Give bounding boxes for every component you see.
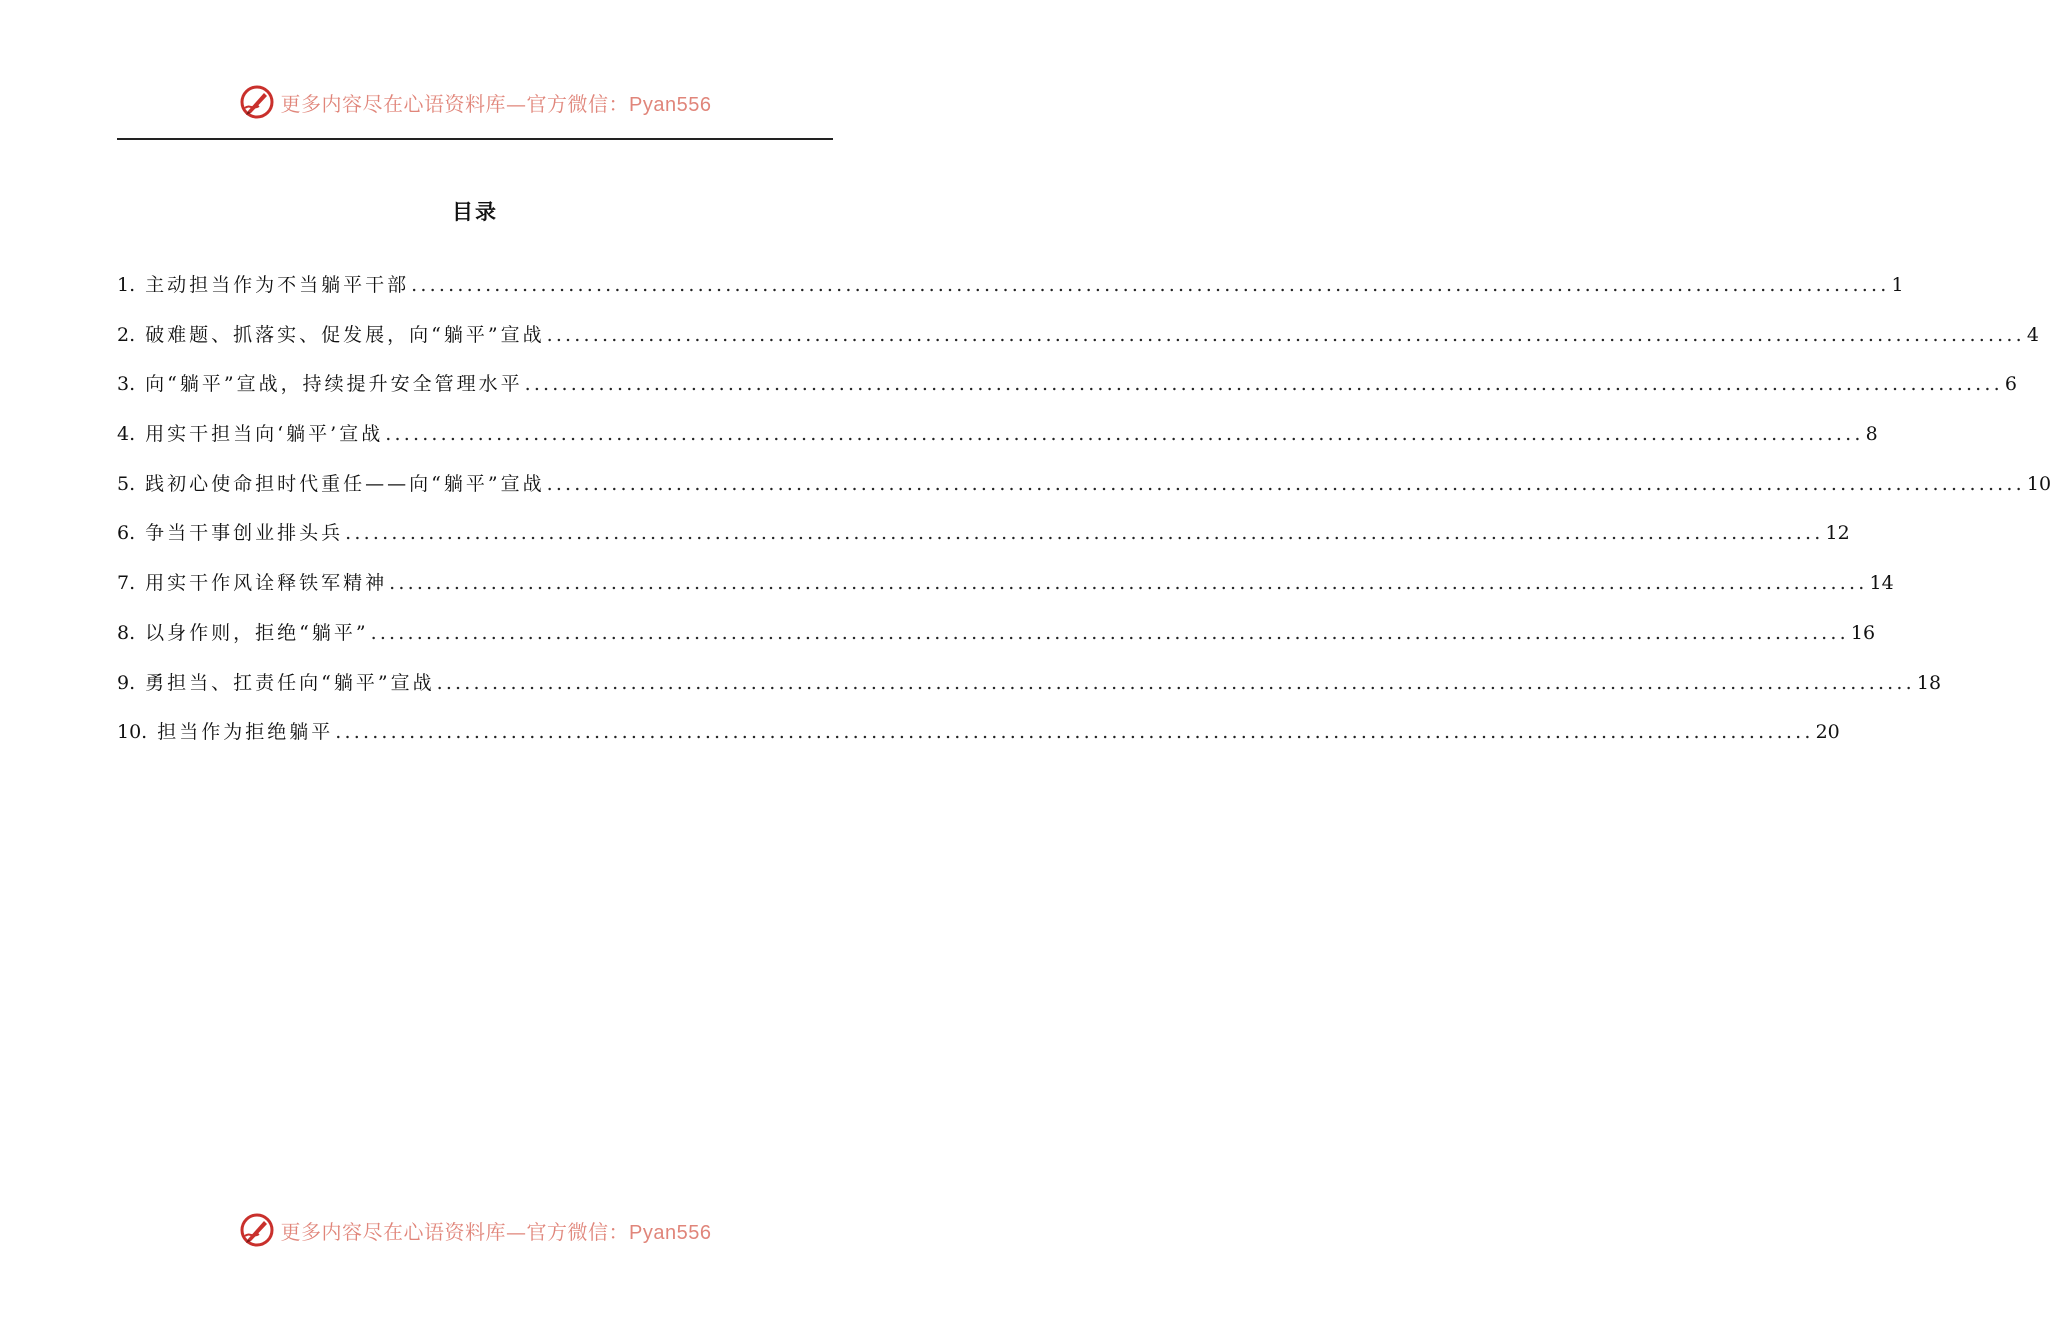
toc-entry-label: 担当作为拒绝躺平 (157, 721, 334, 744)
pen-logo-icon (239, 1212, 275, 1248)
toc-entry-page-number: 18 (1916, 671, 1942, 694)
toc-entry-number: 7. (117, 572, 136, 595)
toc-dot-leader: ................................................................................................................................................................ (370, 621, 1849, 644)
toc-entry-page-number: 6 (2004, 373, 2017, 396)
toc-entry[interactable] (117, 668, 1942, 718)
toc-entry-number: 2. (117, 323, 136, 346)
toc-entry-label: 勇担当、扛责任向“躺平”宣战 (145, 671, 435, 694)
toc-entry-label: 向“躺平”宣战，持续提升安全管理水平 (145, 373, 523, 396)
footer-banner-handle: Pyan556 (629, 1221, 712, 1244)
toc-title: 目录 (452, 200, 498, 224)
footer-banner (0, 1210, 950, 1250)
toc-entry[interactable] (117, 419, 1878, 469)
toc-entry-number: 4. (117, 423, 136, 446)
toc-dot-leader: ................................................................................................................................................................ (389, 572, 1868, 595)
toc-entry-label: 主动担当作为不当躺平干部 (145, 274, 410, 296)
toc-entry-page-number: 16 (1850, 621, 1876, 644)
toc-entry-number: 3. (117, 373, 136, 396)
toc-entry-page-number: 8 (1865, 423, 1878, 446)
toc-entry-number: 10. (117, 721, 148, 744)
toc-entry-label: 以身作则，拒绝“躺平” (145, 621, 369, 644)
header-banner-handle: Pyan556 (629, 93, 712, 116)
toc-entry[interactable] (117, 469, 2051, 519)
toc-entry-page-number: 1 (1891, 274, 1904, 296)
toc-entry[interactable] (117, 369, 2017, 419)
toc-entry[interactable] (117, 270, 1904, 320)
header-rule (117, 138, 833, 140)
toc-entry[interactable] (117, 618, 1876, 668)
pen-logo-icon (239, 84, 275, 120)
toc-entry-page-number: 4 (2026, 323, 2039, 346)
toc-entry-number: 6. (117, 522, 136, 545)
toc-entry-label: 用实干担当向‘躺平’宣战 (145, 423, 384, 446)
toc-list (117, 270, 2051, 767)
toc-dot-leader: ................................................................................................................................................................ (546, 323, 2025, 346)
toc-entry-page-number: 10 (2026, 472, 2051, 495)
toc-entry[interactable] (117, 518, 1850, 568)
toc-entry[interactable] (117, 717, 1840, 767)
toc-entry-page-number: 14 (1869, 572, 1894, 595)
toc-entry-label: 践初心使命担时代重任——向“躺平”宣战 (145, 472, 545, 495)
toc-dot-leader: ................................................................................................................................................................ (385, 423, 1864, 446)
toc-entry[interactable] (117, 320, 2039, 370)
toc-entry-label: 用实干作风诠释铁军精神 (145, 572, 388, 595)
toc-entry-label: 争当干事创业排头兵 (145, 522, 344, 545)
header-banner-text: 更多内容尽在心语资料库—官方微信：Pyan556 (280, 91, 712, 116)
toc-entry-number: 9. (117, 671, 136, 694)
toc-entry-label: 破难题、抓落实、促发展，向“躺平”宣战 (145, 323, 545, 346)
toc-entry-page-number: 20 (1815, 721, 1840, 744)
toc-dot-leader: ................................................................................................................................................................ (335, 721, 1814, 744)
toc-dot-leader: ................................................................................................................................................................ (546, 472, 2025, 495)
header-banner (0, 82, 950, 122)
toc-entry-number: 5. (117, 472, 136, 495)
toc-dot-leader: ................................................................................................................................................................ (411, 274, 1890, 296)
toc-dot-leader: ................................................................................................................................................................ (345, 522, 1824, 545)
footer-banner-text: 更多内容尽在心语资料库—官方微信：Pyan556 (280, 1219, 712, 1244)
toc-dot-leader: ................................................................................................................................................................ (524, 373, 2003, 396)
toc-entry-page-number: 12 (1825, 522, 1850, 545)
toc-entry-number: 1. (117, 274, 136, 296)
toc-entry[interactable] (117, 568, 1894, 618)
toc-entry-number: 8. (117, 621, 136, 644)
toc-dot-leader: ................................................................................................................................................................ (436, 671, 1915, 694)
